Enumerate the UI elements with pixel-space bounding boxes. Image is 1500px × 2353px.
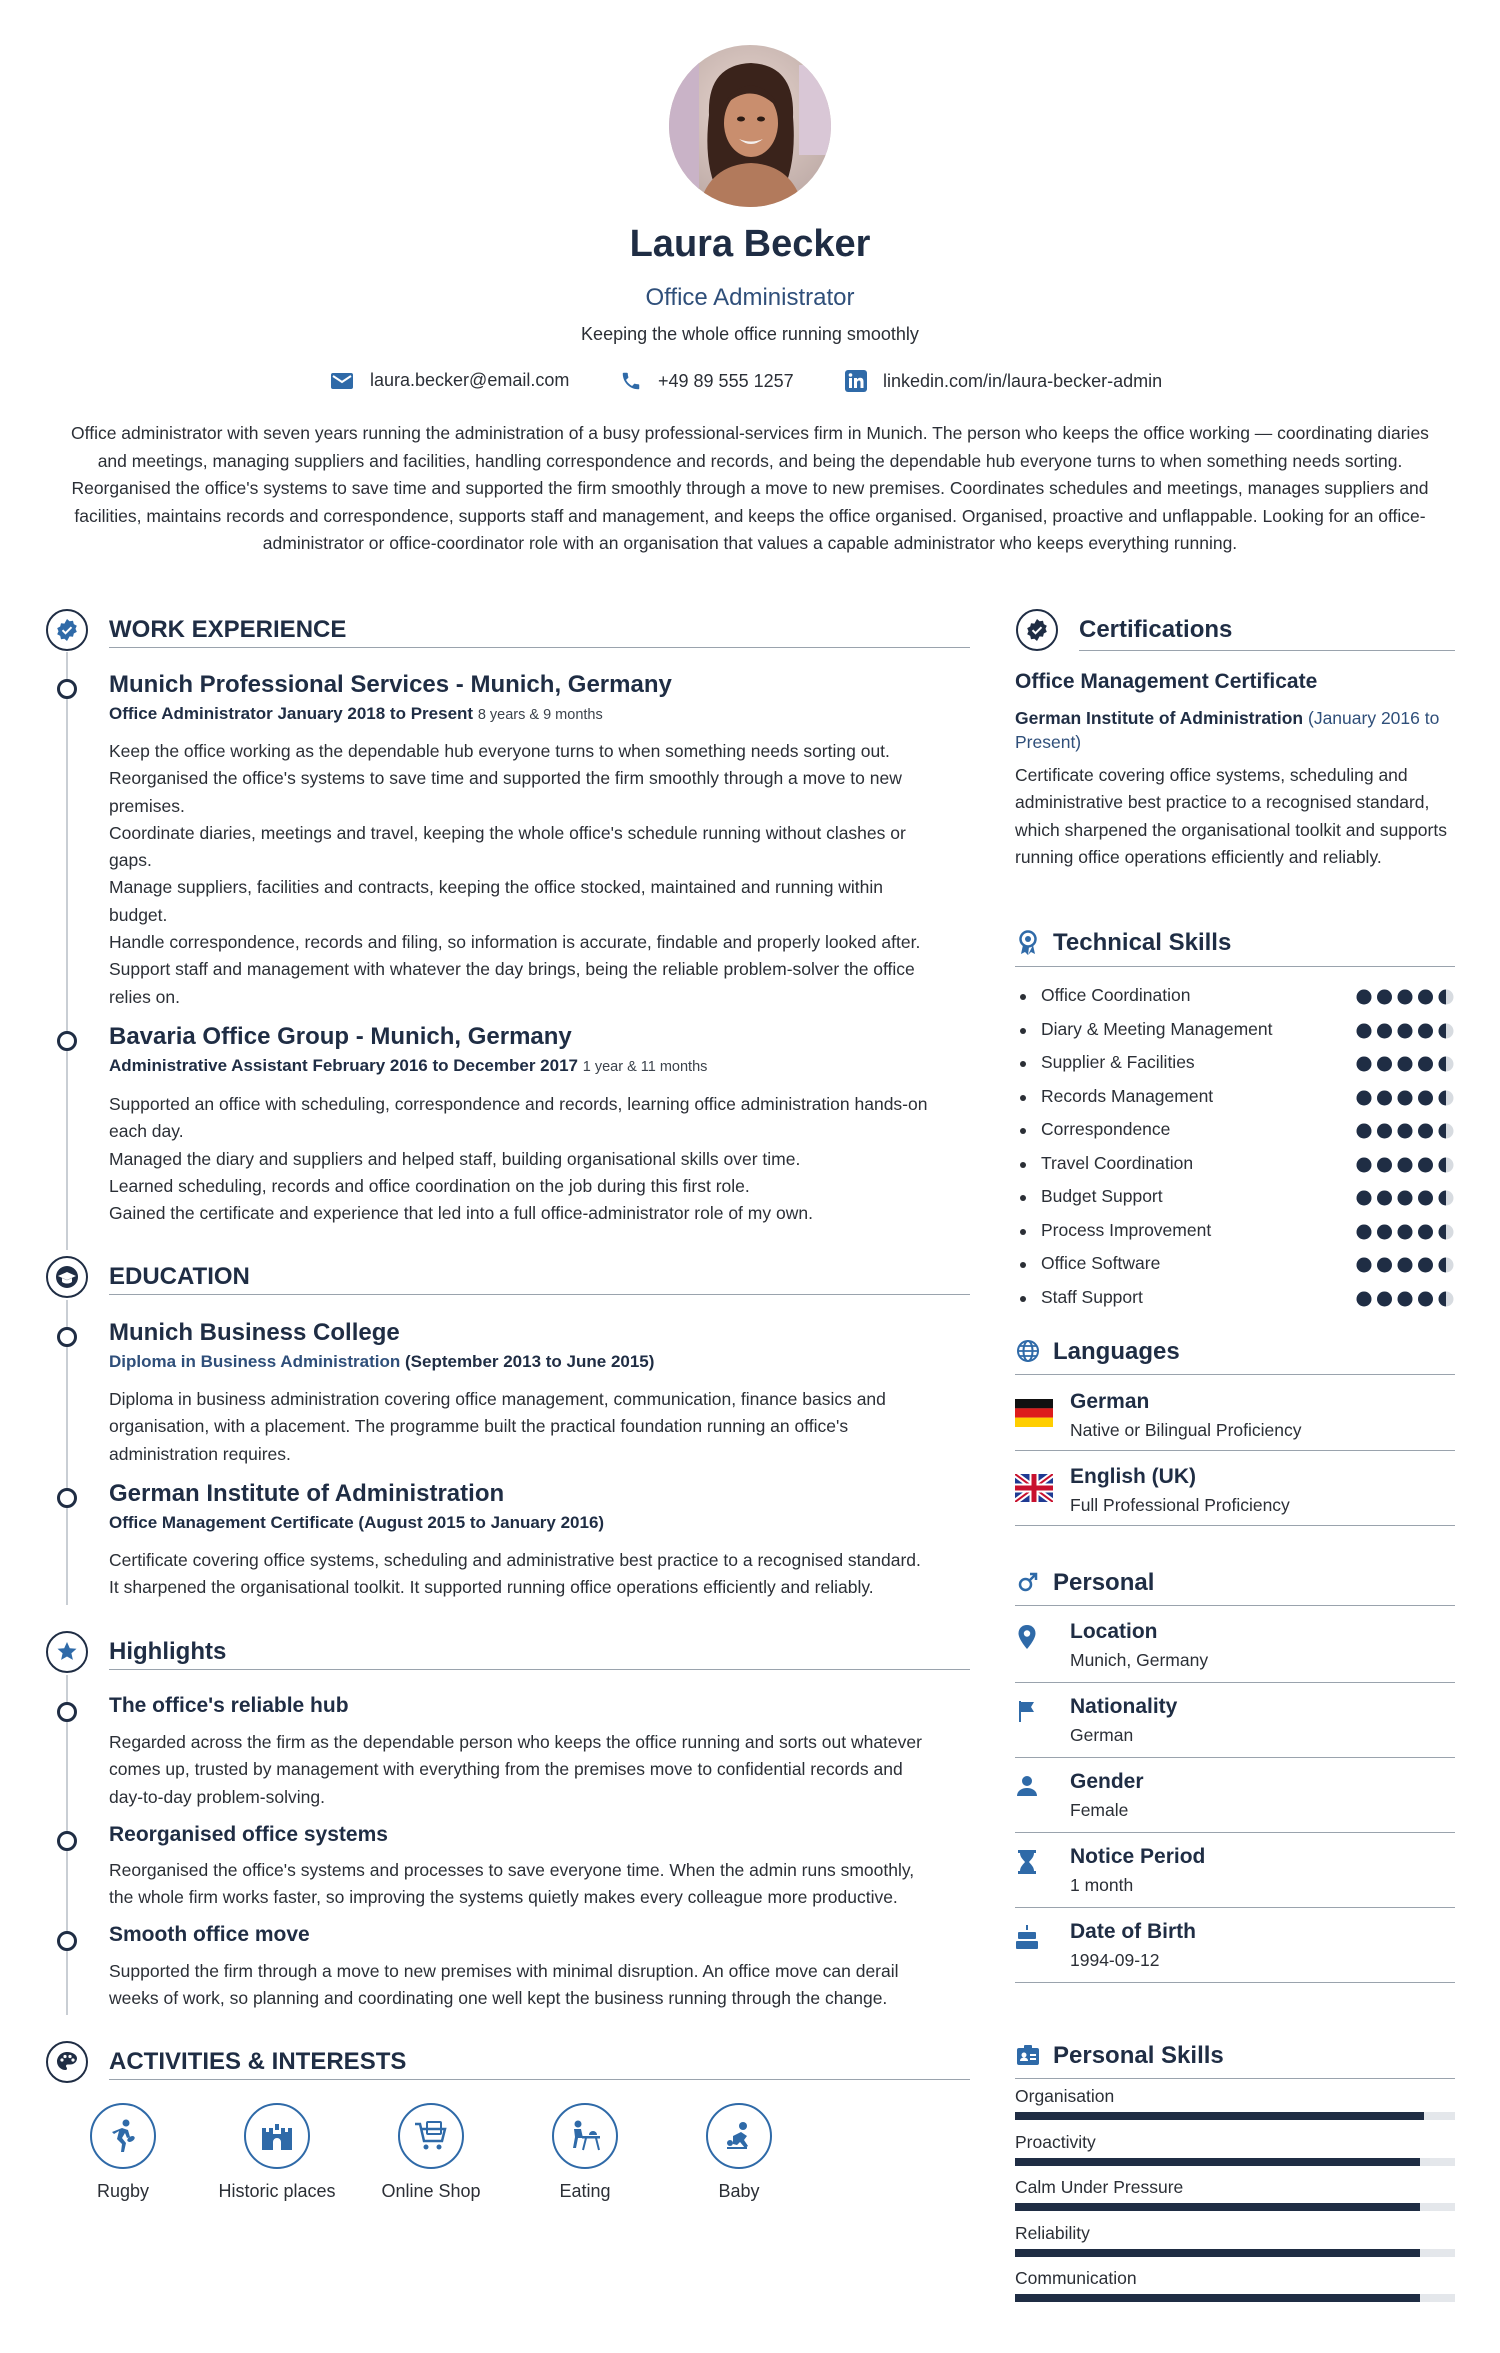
rating-dot-filled <box>1398 1157 1413 1172</box>
bullet <box>1020 1262 1026 1268</box>
activities-section-title: ACTIVITIES & INTERESTS <box>109 2048 407 2075</box>
technical-skill-row <box>1020 1019 1455 1043</box>
rating-dot-filled <box>1357 1258 1372 1273</box>
highlight-title: Smooth office move <box>109 1923 310 1946</box>
language-level: Native or Bilingual Proficiency <box>1070 1420 1302 1440</box>
cake-icon <box>1015 1924 1039 1950</box>
rating-dot-filled <box>1357 1090 1372 1105</box>
verified-badge-icon <box>1025 618 1049 642</box>
job-position: Office Administrator <box>109 704 273 723</box>
skill-rating-dots <box>1355 1256 1455 1274</box>
rating-dot-filled <box>1418 1023 1433 1038</box>
timeline-dot <box>57 1702 77 1722</box>
job-line: gaps. <box>109 850 152 871</box>
activity-item <box>361 2103 501 2202</box>
rating-dot-half <box>1439 990 1447 1005</box>
highlight-line: Supported the firm through a move to new premises with minimal disruption. An office move can derail <box>109 1961 899 1981</box>
certifications-section-title: Certifications <box>1079 616 1233 643</box>
timeline-dot <box>57 1031 77 1051</box>
rating-dot-half <box>1439 1191 1447 1206</box>
job-dates: February 2016 to December 2017 <box>312 1056 578 1075</box>
skill-level-fill <box>1015 2203 1420 2211</box>
degree-name: Office Management Certificate <box>109 1513 354 1532</box>
uk-flag-icon <box>1015 1474 1053 1502</box>
technical-skill-row <box>1020 1220 1455 1244</box>
rating-dot-filled <box>1418 990 1433 1005</box>
rating-dot-filled <box>1377 1124 1392 1139</box>
job-line: Reorganised the office's systems to save time and supported the firm smoothly through a move to new <box>109 768 902 789</box>
avatar <box>669 45 831 207</box>
personal-skill-name: Proactivity <box>1015 2131 1096 2152</box>
person-icon <box>1015 1774 1039 1798</box>
job-company: Bavaria Office Group - Munich, Germany <box>109 1023 572 1050</box>
skill-level-track <box>1015 2112 1455 2120</box>
skill-level-track <box>1015 2203 1455 2211</box>
technical-skill-row <box>1020 1186 1455 1210</box>
job-line: Supported an office with scheduling, correspondence and records, learning office administration hands-on <box>109 1094 928 1114</box>
globe-icon <box>1016 1339 1040 1368</box>
job-line: Learned scheduling, records and office coordination on the job during this first role. <box>109 1175 750 1196</box>
personal-value: Munich, Germany <box>1070 1650 1209 1670</box>
activity-label: Eating <box>559 2181 611 2201</box>
personal-skill-name: Reliability <box>1015 2222 1090 2243</box>
technical-skill-row <box>1020 1253 1455 1277</box>
personal-title: Personal <box>1053 1569 1155 1596</box>
rating-dot-filled <box>1418 1258 1433 1273</box>
personal-skills-rule <box>1015 2078 1455 2079</box>
technical-skill-name: Travel Coordination <box>1041 1152 1194 1173</box>
rating-dot-half <box>1439 1124 1447 1139</box>
verified-badge-icon <box>55 618 79 642</box>
rating-dot-half <box>1439 1057 1447 1072</box>
technical-skill-row <box>1020 1119 1455 1143</box>
education-section-rule <box>109 1294 970 1295</box>
rating-dot-half <box>1439 1258 1447 1273</box>
linkedin-contact[interactable] <box>845 370 1162 392</box>
personal-label: Location <box>1070 1620 1158 1643</box>
certification-dates: (January 2016 to Present) <box>1015 708 1440 752</box>
education-line: It sharpened the organisational toolkit. It supported running office operations efficiently and reliably. <box>109 1577 874 1598</box>
skill-rating-dots <box>1355 1089 1455 1107</box>
job-line: Handle correspondence, records and filing, so information is accurate, findable and properly looked after. <box>109 932 921 953</box>
technical-skill-row <box>1020 1086 1455 1110</box>
rating-dot-filled <box>1377 1157 1392 1172</box>
graduation-cap-icon <box>54 1265 80 1289</box>
work-section-title: WORK EXPERIENCE <box>109 616 347 643</box>
degree-dates: (September 2013 to June 2015) <box>404 1352 655 1371</box>
rating-dot-filled <box>1377 1224 1392 1239</box>
highlight-line: Regarded across the firm as the dependable person who keeps the office running and sorts out whatever <box>109 1732 922 1752</box>
email-text[interactable]: laura.becker@email.com <box>370 370 570 390</box>
activities-section-rule <box>109 2079 970 2080</box>
rating-dot-half <box>1439 1023 1447 1038</box>
personal-skill-name: Communication <box>1015 2268 1137 2288</box>
bullet <box>1020 1061 1026 1067</box>
phone-icon <box>620 370 642 392</box>
personal-value: 1 month <box>1070 1875 1134 1895</box>
job-line: budget. <box>109 904 168 925</box>
technical-skill-name: Office Coordination <box>1041 985 1191 1005</box>
highlight-description <box>109 1958 979 2013</box>
rating-dot-filled <box>1398 990 1413 1005</box>
rating-dot-half <box>1439 1157 1447 1172</box>
bullet <box>1020 1095 1026 1101</box>
job-line: relies on. <box>109 986 181 1007</box>
candidate-role: Office Administrator <box>645 284 855 311</box>
technical-skills-title: Technical Skills <box>1053 929 1232 956</box>
location-pin-icon <box>1015 1624 1039 1650</box>
award-ribbon-icon <box>1017 930 1039 961</box>
education-line: administration requires. <box>109 1443 291 1464</box>
rating-dot-filled <box>1398 1291 1413 1306</box>
activities-section-icon <box>46 2041 88 2083</box>
personal-value: German <box>1070 1725 1134 1745</box>
rating-dot-half <box>1439 1291 1447 1306</box>
bullet <box>1020 1162 1026 1168</box>
personal-skill-name: Calm Under Pressure <box>1015 2177 1184 2197</box>
contact-bar <box>0 370 1500 400</box>
highlight-line: day-to-day problem-solving. <box>109 1786 325 1807</box>
job-position: Administrative Assistant <box>109 1056 308 1075</box>
flag-icon <box>1015 1699 1039 1723</box>
languages-rule <box>1015 1374 1455 1375</box>
rating-dot-filled <box>1418 1157 1433 1172</box>
technical-skills-rule <box>1015 966 1455 967</box>
email-contact[interactable] <box>330 370 569 391</box>
highlights-section-title: Highlights <box>109 1638 227 1665</box>
job-company: Munich Professional Services - Munich, Germany <box>109 671 672 698</box>
hourglass-icon <box>1015 1849 1039 1875</box>
job-position-line <box>109 1056 707 1076</box>
rating-dot-filled <box>1357 1224 1372 1239</box>
work-section-icon <box>46 609 88 651</box>
technical-skill-row <box>1020 985 1455 1009</box>
skill-rating-dots <box>1355 1055 1455 1073</box>
degree-name: Diploma in Business Administration <box>109 1352 401 1371</box>
skill-level-track <box>1015 2294 1455 2302</box>
language-name: English (UK) <box>1070 1465 1196 1488</box>
work-section-rule <box>109 647 970 648</box>
language-name: German <box>1070 1390 1150 1413</box>
job-line: Support staff and management with whatever the day brings, being the reliable problem-solver the office <box>109 959 915 980</box>
email-icon <box>330 371 354 391</box>
job-position-line <box>109 704 603 724</box>
highlight-title: Reorganised office systems <box>109 1823 388 1846</box>
rating-dot-filled <box>1377 1258 1392 1273</box>
rating-dot-filled <box>1398 1023 1413 1038</box>
skill-rating-dots <box>1355 1223 1455 1241</box>
rating-dot-filled <box>1357 990 1372 1005</box>
rating-dot-filled <box>1398 1124 1413 1139</box>
personal-skill-name: Organisation <box>1015 2086 1115 2106</box>
dining-icon <box>552 2103 618 2169</box>
personal-label: Nationality <box>1070 1695 1178 1718</box>
rating-dot-filled <box>1418 1057 1433 1072</box>
job-line: Keep the office working as the dependable hub everyone turns to when something needs sorting out. <box>109 741 890 761</box>
degree-line <box>109 1513 604 1533</box>
rating-dot-filled <box>1377 1291 1392 1306</box>
personal-divider <box>1015 1682 1455 1683</box>
job-line: Manage suppliers, facilities and contracts, keeping the office stocked, maintained and running within <box>109 877 884 898</box>
education-line: organisation, with a placement. The programme built the practical foundation running an office's <box>109 1416 849 1437</box>
rating-dot-filled <box>1398 1057 1413 1072</box>
personal-label: Date of Birth <box>1070 1920 1196 1943</box>
certification-org-line <box>1015 706 1455 754</box>
skill-rating-dots <box>1355 1290 1455 1308</box>
male-symbol-icon <box>1017 1571 1039 1598</box>
rating-dot-filled <box>1398 1090 1413 1105</box>
shopping-cart-icon <box>398 2103 464 2169</box>
certifications-section-rule <box>1079 650 1455 651</box>
school-name: German Institute of Administration <box>109 1480 505 1507</box>
rating-dot-filled <box>1418 1191 1433 1206</box>
degree-dates: (August 2015 to January 2016) <box>358 1513 605 1532</box>
bullet <box>1020 994 1026 1000</box>
rating-dot-filled <box>1398 1258 1413 1273</box>
bullet <box>1020 1128 1026 1134</box>
germany-flag-icon <box>1015 1399 1053 1427</box>
skill-rating-dots <box>1355 988 1455 1006</box>
skill-rating-dots <box>1355 1122 1455 1140</box>
phone-contact[interactable] <box>620 370 794 392</box>
rating-dot-filled <box>1357 1291 1372 1306</box>
rating-dot-filled <box>1398 1224 1413 1239</box>
job-line: premises. <box>109 795 185 816</box>
personal-divider <box>1015 1832 1455 1833</box>
timeline-dot <box>57 1931 77 1951</box>
rating-dot-filled <box>1377 1023 1392 1038</box>
rating-dot-filled <box>1377 1090 1392 1105</box>
activity-item <box>669 2103 809 2202</box>
education-section-title: EDUCATION <box>109 1263 250 1290</box>
castle-icon <box>244 2103 310 2169</box>
id-badge-icon <box>1016 2044 1040 2071</box>
language-divider <box>1015 1450 1455 1451</box>
bullet <box>1020 1229 1026 1235</box>
profile-summary: Office administrator with seven years running the administration of a busy professional-services firm in Munich. The person who keeps the office working — coordinating diaries and meetings, managing suppliers and facilities, handling correspondence and records, and being the dependable hub everyone turns to when something needs sorting. Reorganised the office's systems to save time and supported the firm smoothly through a move to new premises. Coordinates schedules and meetings, manages suppliers and facilities, maintains records and correspondence, supports staff and management, and keeps the office organised. Organised, proactive and unflappable. Looking for an office-administrator or office-coordinator role with an organisation that values a capable administrator who keeps everything running. <box>71 423 1429 553</box>
job-line: Gained the certificate and experience that led into a full office-administrator role of my own. <box>109 1203 813 1224</box>
job-line: Managed the diary and suppliers and helped staff, building organisational skills over time. <box>109 1148 801 1169</box>
highlight-line: the whole firm works faster, so improving the systems quietly makes every colleague more productive. <box>109 1887 898 1908</box>
technical-skill-row <box>1020 1153 1455 1177</box>
activity-label: Online Shop <box>381 2181 481 2201</box>
linkedin-icon <box>845 370 867 392</box>
job-description <box>109 738 979 1011</box>
activity-item <box>515 2103 655 2202</box>
technical-skill-name: Staff Support <box>1041 1286 1143 1307</box>
rating-dot-filled <box>1418 1291 1433 1306</box>
star-badge-icon <box>55 1640 79 1664</box>
personal-divider <box>1015 1982 1455 1983</box>
rating-dot-filled <box>1398 1191 1413 1206</box>
rating-dot-filled <box>1418 1124 1433 1139</box>
technical-skill-name: Office Software <box>1041 1253 1161 1273</box>
rating-dot-filled <box>1357 1191 1372 1206</box>
linkedin-text[interactable]: linkedin.com/in/laura-becker-admin <box>883 370 1163 391</box>
rating-dot-filled <box>1418 1224 1433 1239</box>
rating-dot-filled <box>1377 990 1392 1005</box>
highlight-line: comes up, trusted by management with everything from the premises move to confidential records and <box>109 1759 903 1780</box>
certification-org: German Institute of Administration <box>1015 708 1304 728</box>
school-name: Munich Business College <box>109 1319 400 1346</box>
technical-skill-row <box>1020 1052 1455 1076</box>
highlights-section-icon <box>46 1631 88 1673</box>
technical-skill-name: Records Management <box>1041 1085 1214 1106</box>
highlights-section-rule <box>109 1669 970 1670</box>
education-description <box>109 1386 979 1468</box>
activity-label: Baby <box>718 2181 760 2201</box>
timeline-dot <box>57 1831 77 1851</box>
personal-label: Gender <box>1070 1770 1144 1793</box>
bullet <box>1020 1028 1026 1034</box>
phone-text[interactable]: +49 89 555 1257 <box>658 370 794 391</box>
technical-skill-row <box>1020 1287 1455 1311</box>
degree-line <box>109 1352 654 1372</box>
job-duration: 1 year & 11 months <box>582 1059 708 1075</box>
education-section-icon <box>46 1256 88 1298</box>
personal-skills-title: Personal Skills <box>1053 2042 1224 2069</box>
education-line: Certificate covering office systems, scheduling and administrative best practice to a recognised standard. <box>109 1550 921 1570</box>
rating-dot-filled <box>1357 1157 1372 1172</box>
baby-icon <box>706 2103 772 2169</box>
technical-skill-name: Budget Support <box>1041 1186 1163 1206</box>
highlight-title: The office's reliable hub <box>109 1694 349 1717</box>
highlight-line: weeks of work, so planning and coordinating one well kept the business running through the change. <box>109 1988 888 2009</box>
candidate-name: Laura Becker <box>629 223 871 265</box>
technical-skill-name: Correspondence <box>1041 1119 1171 1139</box>
skill-level-track <box>1015 2249 1455 2257</box>
rating-dot-half <box>1439 1090 1447 1105</box>
timeline-dot <box>57 1327 77 1347</box>
certification-description: Certificate covering office systems, scheduling and administrative best practice to a recognised standard, which sharpened the organisational toolkit and supports running office operations efficiently and reliably. <box>1015 765 1447 867</box>
skill-level-track <box>1015 2158 1455 2166</box>
job-description <box>109 1091 979 1227</box>
personal-divider <box>1015 1757 1455 1758</box>
highlight-description <box>109 1729 979 1811</box>
job-line: each day. <box>109 1121 184 1142</box>
skill-level-fill <box>1015 2112 1424 2120</box>
activity-label: Rugby <box>96 2181 150 2201</box>
highlight-description <box>109 1857 979 1912</box>
timeline-dot <box>57 1488 77 1508</box>
rating-dot-filled <box>1357 1057 1372 1072</box>
skill-rating-dots <box>1355 1156 1455 1174</box>
rugby-icon <box>90 2103 156 2169</box>
candidate-tagline: Keeping the whole office running smoothly <box>581 324 919 344</box>
rating-dot-filled <box>1377 1191 1392 1206</box>
rating-dot-filled <box>1418 1090 1433 1105</box>
language-divider <box>1015 1525 1455 1526</box>
activity-label: Historic places <box>218 2181 336 2201</box>
personal-divider <box>1015 1907 1455 1908</box>
personal-value: 1994-09-12 <box>1070 1950 1160 1970</box>
rating-dot-half <box>1439 1224 1447 1239</box>
activity-item <box>207 2103 347 2202</box>
job-duration: 8 years & 9 months <box>477 707 603 723</box>
certification-name: Office Management Certificate <box>1015 670 1318 693</box>
certifications-section-icon <box>1016 609 1058 651</box>
rating-dot-filled <box>1357 1023 1372 1038</box>
palette-icon <box>55 2050 79 2074</box>
education-line: Diploma in business administration covering office management, communication, finance basics and <box>109 1389 886 1409</box>
rating-dot-filled <box>1377 1057 1392 1072</box>
timeline-dot <box>57 679 77 699</box>
rating-dot-filled <box>1357 1124 1372 1139</box>
skill-rating-dots <box>1355 1189 1455 1207</box>
highlight-line: Reorganised the office's systems and processes to save everyone time. When the admin runs smoothly, <box>109 1860 915 1880</box>
job-line: Coordinate diaries, meetings and travel, keeping the whole office's schedule running without clashes or <box>109 822 906 843</box>
technical-skill-name: Process Improvement <box>1041 1219 1212 1240</box>
job-dates: January 2018 to Present <box>277 704 474 723</box>
work-timeline <box>66 652 68 1250</box>
languages-title: Languages <box>1053 1338 1180 1365</box>
technical-skill-name: Supplier & Facilities <box>1041 1052 1195 1072</box>
bullet <box>1020 1296 1026 1302</box>
personal-label: Notice Period <box>1070 1845 1206 1868</box>
skill-level-fill <box>1015 2249 1420 2257</box>
bullet <box>1020 1195 1026 1201</box>
skill-level-fill <box>1015 2158 1420 2166</box>
language-level: Full Professional Proficiency <box>1070 1495 1290 1515</box>
technical-skill-name: Diary & Meeting Management <box>1041 1018 1273 1039</box>
activity-item <box>53 2103 193 2202</box>
skill-level-fill <box>1015 2294 1420 2302</box>
education-description <box>109 1547 979 1602</box>
skill-rating-dots <box>1355 1022 1455 1040</box>
personal-rule <box>1015 1605 1455 1606</box>
personal-value: Female <box>1070 1800 1129 1820</box>
